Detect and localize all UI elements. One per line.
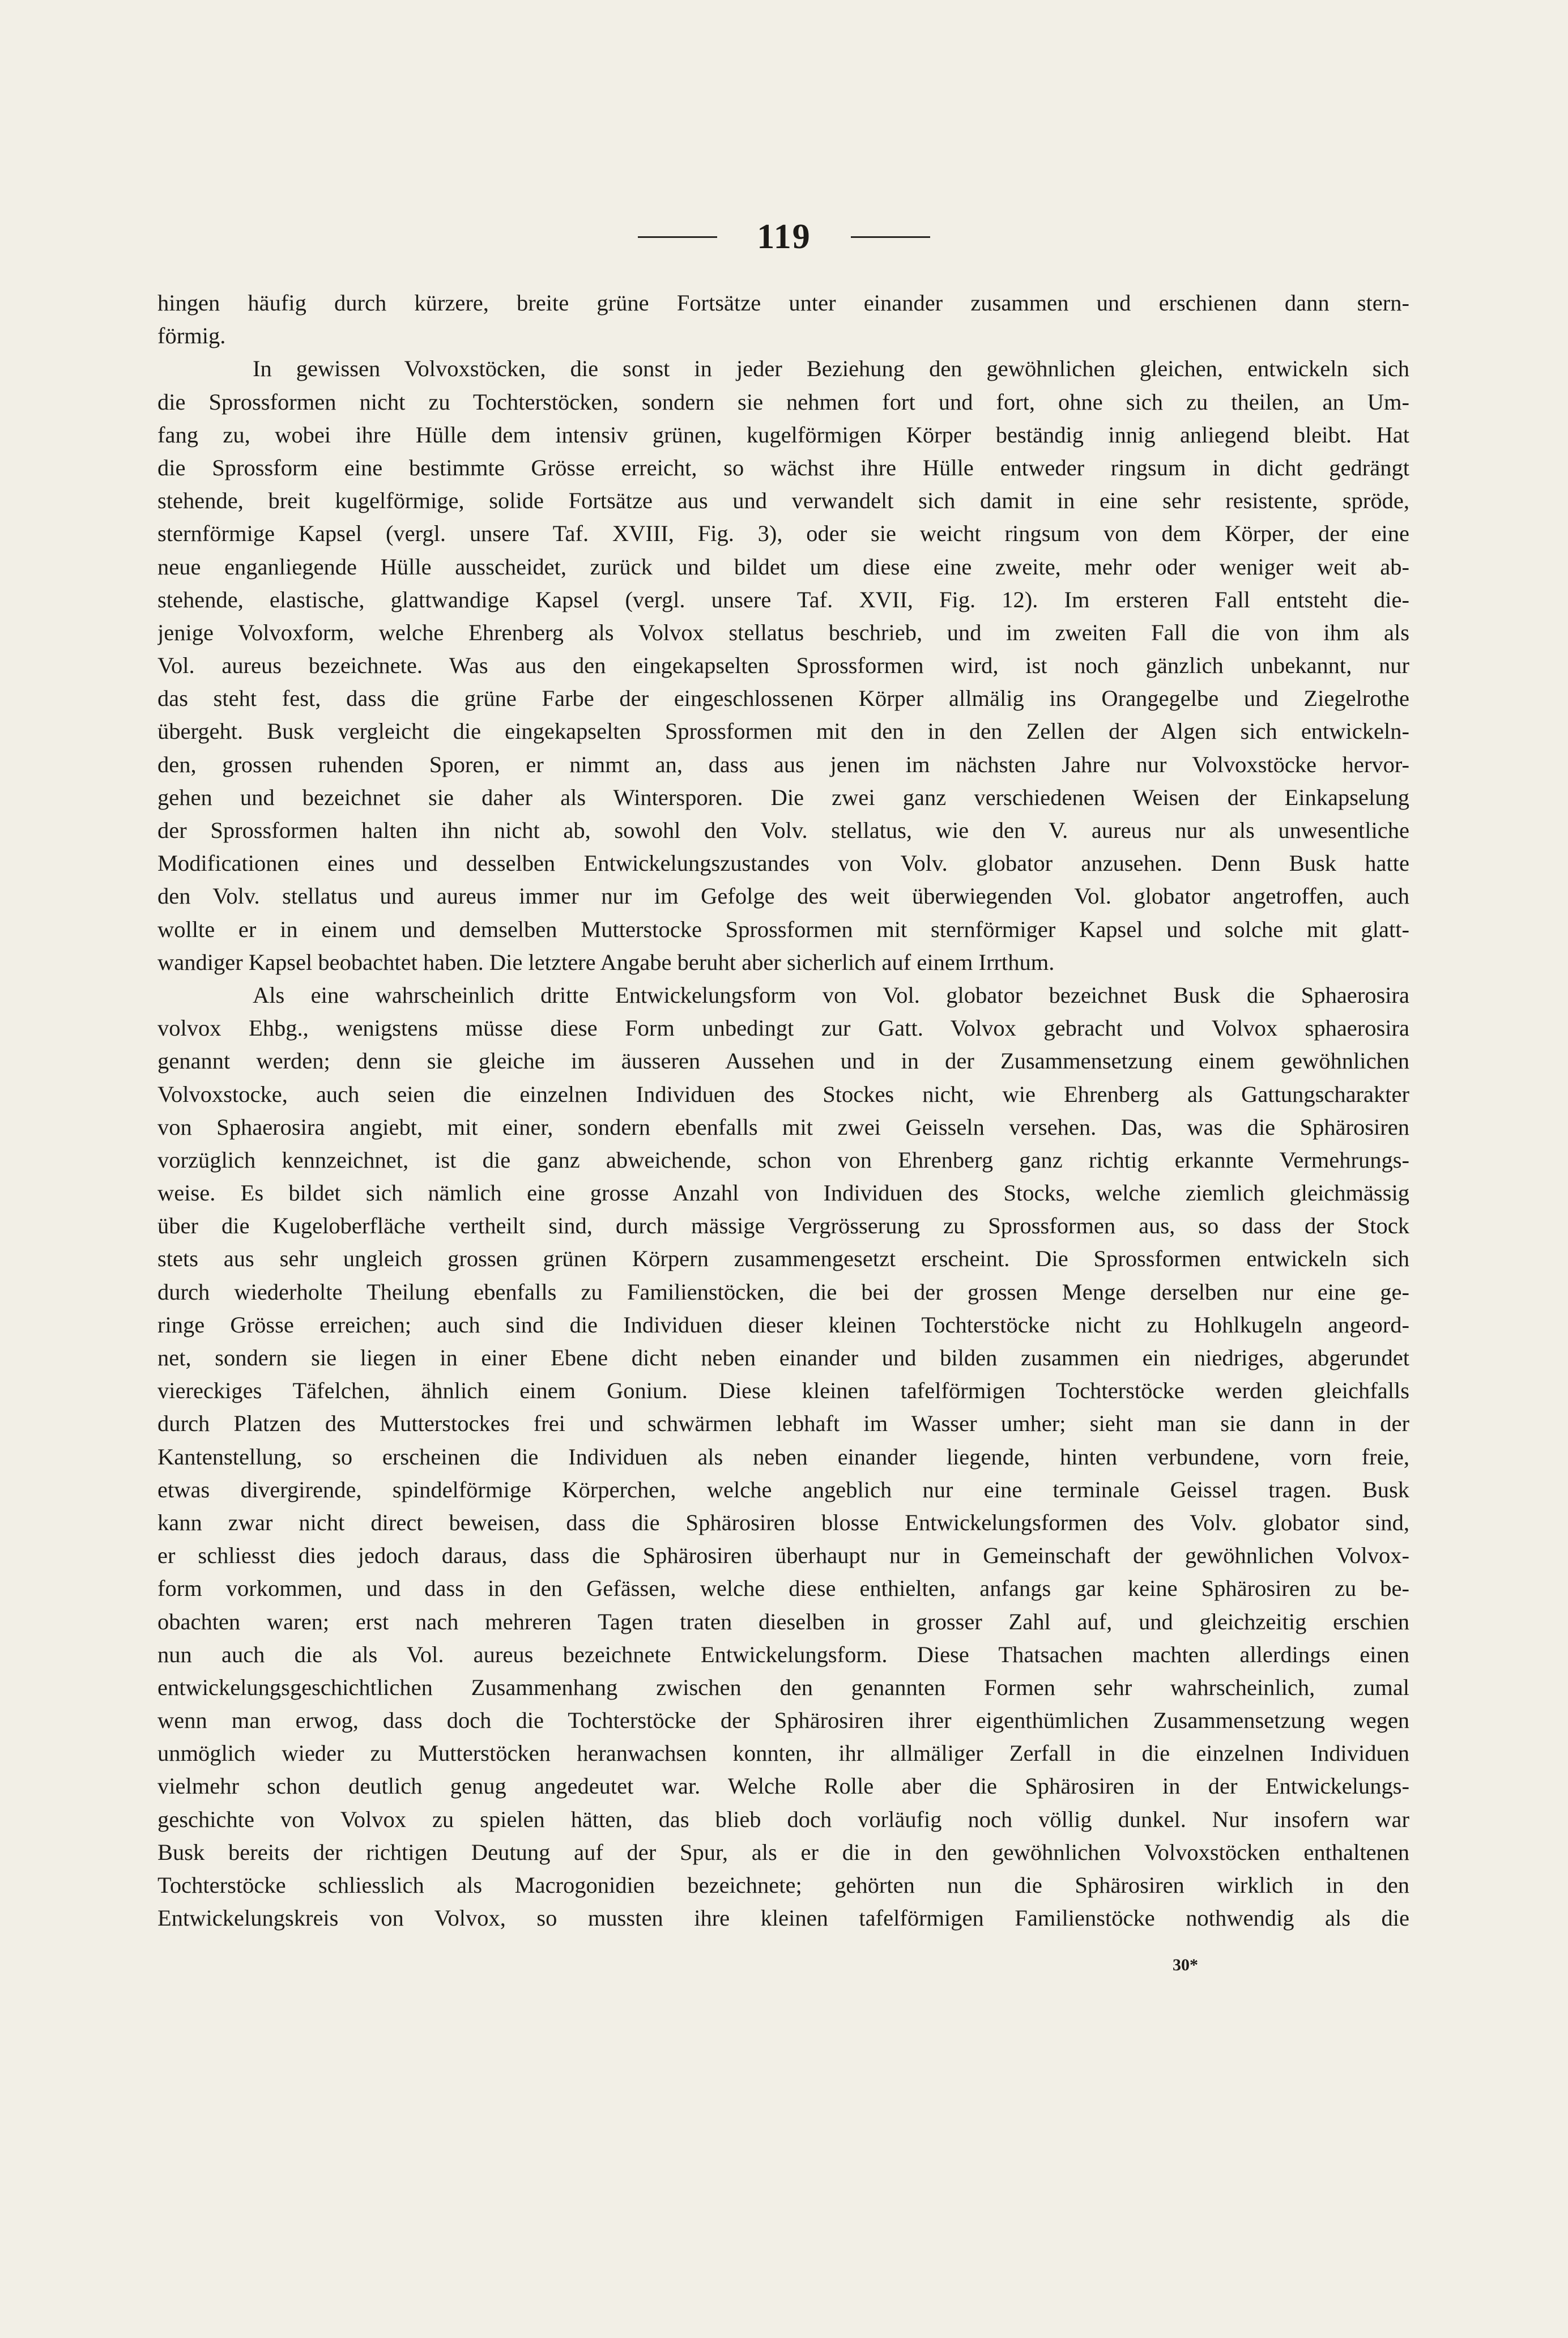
text-line: jenige Volvoxform, welche Ehrenberg als Volvox stellatus beschrieb, und im zweiten Fall die von ihm als	[157, 619, 1409, 645]
text-line: hingen häufig durch kürzere, breite grüne Fortsätze unter einander zusammen und erschienen dann stern-	[157, 290, 1409, 316]
text-line: gehen und bezeichnet sie daher als Wintersporen. Die zwei ganz verschiedenen Weisen der Einkapselung	[157, 784, 1409, 810]
text-line: durch Platzen des Mutterstockes frei und schwärmen lebhaft im Wasser umher; sieht man sie dann in der	[157, 1411, 1409, 1437]
page-number: 119	[757, 217, 811, 256]
text-line: die Sprossform eine bestimmte Grösse erreicht, so wächst ihre Hülle entweder ringsum in dicht gedrängt	[157, 454, 1409, 480]
text-line: wollte er in einem und demselben Mutterstocke Sprossformen mit sternförmiger Kapsel und solche mit glatt-	[157, 916, 1409, 942]
header-rule-left	[638, 236, 717, 238]
text-line: den, grossen ruhenden Sporen, er nimmt an, dass aus jenen im nächsten Jahre nur Volvoxstöcke hervor-	[157, 751, 1409, 777]
text-line: In gewissen Volvoxstöcken, die sonst in jeder Beziehung den gewöhnlichen gleichen, entwickeln sich	[253, 356, 1409, 382]
text-line: unmöglich wieder zu Mutterstöcken heranwachsen konnten, ihr allmäliger Zerfall in die einzelnen Individuen	[157, 1740, 1409, 1766]
text-line: Kantenstellung, so erscheinen die Individuen als neben einander liegende, hinten verbundene, vorn freie,	[157, 1443, 1409, 1470]
text-line: genannt werden; denn sie gleiche im äusseren Aussehen und in der Zusammensetzung einem gewöhnlichen	[157, 1048, 1409, 1074]
text-line: nun auch die als Vol. aureus bezeichnete Entwickelungsform. Diese Thatsachen machten allerdings einen	[157, 1641, 1409, 1667]
text-line: Modificationen eines und desselben Entwickelungszustandes von Volv. globator anzusehen. Denn Busk hatte	[157, 850, 1409, 876]
text-line: Tochterstöcke schliesslich als Macrogonidien bezeichnete; gehörten nun die Sphärosiren wirklich in den	[157, 1872, 1409, 1898]
text-line: vorzüglich kennzeichnet, ist die ganz abweichende, schon von Ehrenberg ganz richtig erkannte Vermehrungs-	[157, 1147, 1409, 1173]
signature-mark: 30*	[1173, 1956, 1198, 1974]
text-line: den Volv. stellatus und aureus immer nur im Gefolge des weit überwiegenden Vol. globator angetroffen, auch	[157, 883, 1409, 909]
text-line: viereckiges Täfelchen, ähnlich einem Gonium. Diese kleinen tafelförmigen Tochterstöcke werden gleichfalls	[157, 1378, 1409, 1404]
text-line: über die Kugeloberfläche vertheilt sind, durch mässige Vergrösserung zu Sprossformen aus, so dass der Stock	[157, 1213, 1409, 1239]
text-line: durch wiederholte Theilung ebenfalls zu Familienstöcken, die bei der grossen Menge derselben nur eine ge-	[157, 1279, 1409, 1305]
text-line: Vol. aureus bezeichnete. Was aus den eingekapselten Sprossformen wird, ist noch gänzlich unbekannt, nur	[157, 653, 1409, 679]
text-line: das steht fest, dass die grüne Farbe der eingeschlossenen Körper allmälig ins Orangegelbe und Ziegelrothe	[157, 685, 1409, 712]
text-line: Volvoxstocke, auch seien die einzelnen Individuen des Stockes nicht, wie Ehrenberg als Gattungscharakter	[157, 1081, 1409, 1107]
text-line: Busk bereits der richtigen Deutung auf der Spur, als er die in den gewöhnlichen Volvoxstöcken enthaltenen	[157, 1839, 1409, 1865]
text-line: die Sprossformen nicht zu Tochterstöcken, sondern sie nehmen fort und fort, ohne sich zu theilen, an Um-	[157, 389, 1409, 415]
text-line: er schliesst dies jedoch daraus, dass die Sphärosiren überhaupt nur in Gemeinschaft der gewöhnlichen Volvox-	[157, 1543, 1409, 1569]
text-line: net, sondern sie liegen in einer Ebene dicht neben einander und bilden zusammen ein niedriges, abgerundet	[157, 1345, 1409, 1370]
text-line: Entwickelungskreis von Volvox, so mussten ihre kleinen tafelförmigen Familienstöcke nothwendig als die	[157, 1905, 1409, 1931]
page-header	[0, 214, 1568, 259]
text-line: vielmehr schon deutlich genug angedeutet war. Welche Rolle aber die Sphärosiren in der Entwickelungs-	[157, 1773, 1409, 1799]
text-line: weise. Es bildet sich nämlich eine grosse Anzahl von Individuen des Stocks, welche ziemlich gleichmässig	[157, 1180, 1409, 1206]
text-line: Als eine wahrscheinlich dritte Entwickelungsform von Vol. globator bezeichnet Busk die Sphaerosira	[253, 982, 1409, 1008]
text-line: etwas divergirende, spindelförmige Körperchen, welche angeblich nur eine terminale Geissel tragen. Busk	[157, 1476, 1409, 1502]
text-line: förmig.	[157, 323, 226, 349]
text-line: kann zwar nicht direct beweisen, dass die Sphärosiren blosse Entwickelungsformen des Volv. globator sind,	[157, 1509, 1409, 1535]
text-line: wandiger Kapsel beobachtet haben. Die letztere Angabe beruht aber sicherlich auf einem Irrthum.	[157, 949, 1055, 975]
text-line: der Sprossformen halten ihn nicht ab, sowohl den Volv. stellatus, wie den V. aureus nur als unwesentliche	[157, 817, 1409, 843]
text-line: entwickelungsgeschichtlichen Zusammenhang zwischen den genannten Formen sehr wahrscheinlich, zumal	[157, 1674, 1409, 1700]
text-line: neue enganliegende Hülle ausscheidet, zurück und bildet um diese eine zweite, mehr oder weniger weit ab-	[157, 553, 1409, 580]
text-line: übergeht. Busk vergleicht die eingekapselten Sprossformen mit den in den Zellen der Algen sich entwickeln-	[157, 718, 1409, 744]
text-line: geschichte von Volvox zu spielen hätten, das blieb doch vorläufig noch völlig dunkel. Nur insofern war	[157, 1806, 1409, 1832]
text-line: ringe Grösse erreichen; auch sind die Individuen dieser kleinen Tochterstöcke nicht zu Hohlkugeln angeord-	[157, 1311, 1409, 1338]
text-line: stehende, elastische, glattwandige Kapsel (vergl. unsere Taf. XVII, Fig. 12). Im ersteren Fall entsteht die-	[157, 586, 1409, 612]
header-rule-right	[851, 236, 930, 238]
body-text	[157, 287, 1409, 1935]
text-line: von Sphaerosira angiebt, mit einer, sondern ebenfalls mit zwei Geisseln versehen. Das, was die Sphärosiren	[157, 1114, 1409, 1140]
text-line: sternförmige Kapsel (vergl. unsere Taf. XVIII, Fig. 3), oder sie weicht ringsum von dem Körper, der eine	[157, 521, 1409, 547]
text-line: volvox Ehbg., wenigstens müsse diese Form unbedingt zur Gatt. Volvox gebracht und Volvox sphaerosira	[157, 1015, 1409, 1041]
text-line: obachten waren; erst nach mehreren Tagen traten dieselben in grosser Zahl auf, und gleichzeitig erschien	[157, 1608, 1409, 1634]
text-line: stehende, breit kugelförmige, solide Fortsätze aus und verwandelt sich damit in eine sehr resistente, spröde,	[157, 488, 1409, 514]
text-line: fang zu, wobei ihre Hülle dem intensiv grünen, kugelförmigen Körper beständig innig anliegend bleibt. Hat	[157, 421, 1409, 448]
text-line: form vorkommen, und dass in den Gefässen, welche diese enthielten, anfangs gar keine Sphärosiren zu be-	[157, 1575, 1409, 1602]
text-line: wenn man erwog, dass doch die Tochterstöcke der Sphärosiren ihrer eigenthümlichen Zusammensetzung wegen	[157, 1707, 1409, 1734]
text-line: stets aus sehr ungleich grossen grünen Körpern zusammengesetzt erscheint. Die Sprossformen entwickeln sich	[157, 1246, 1409, 1272]
